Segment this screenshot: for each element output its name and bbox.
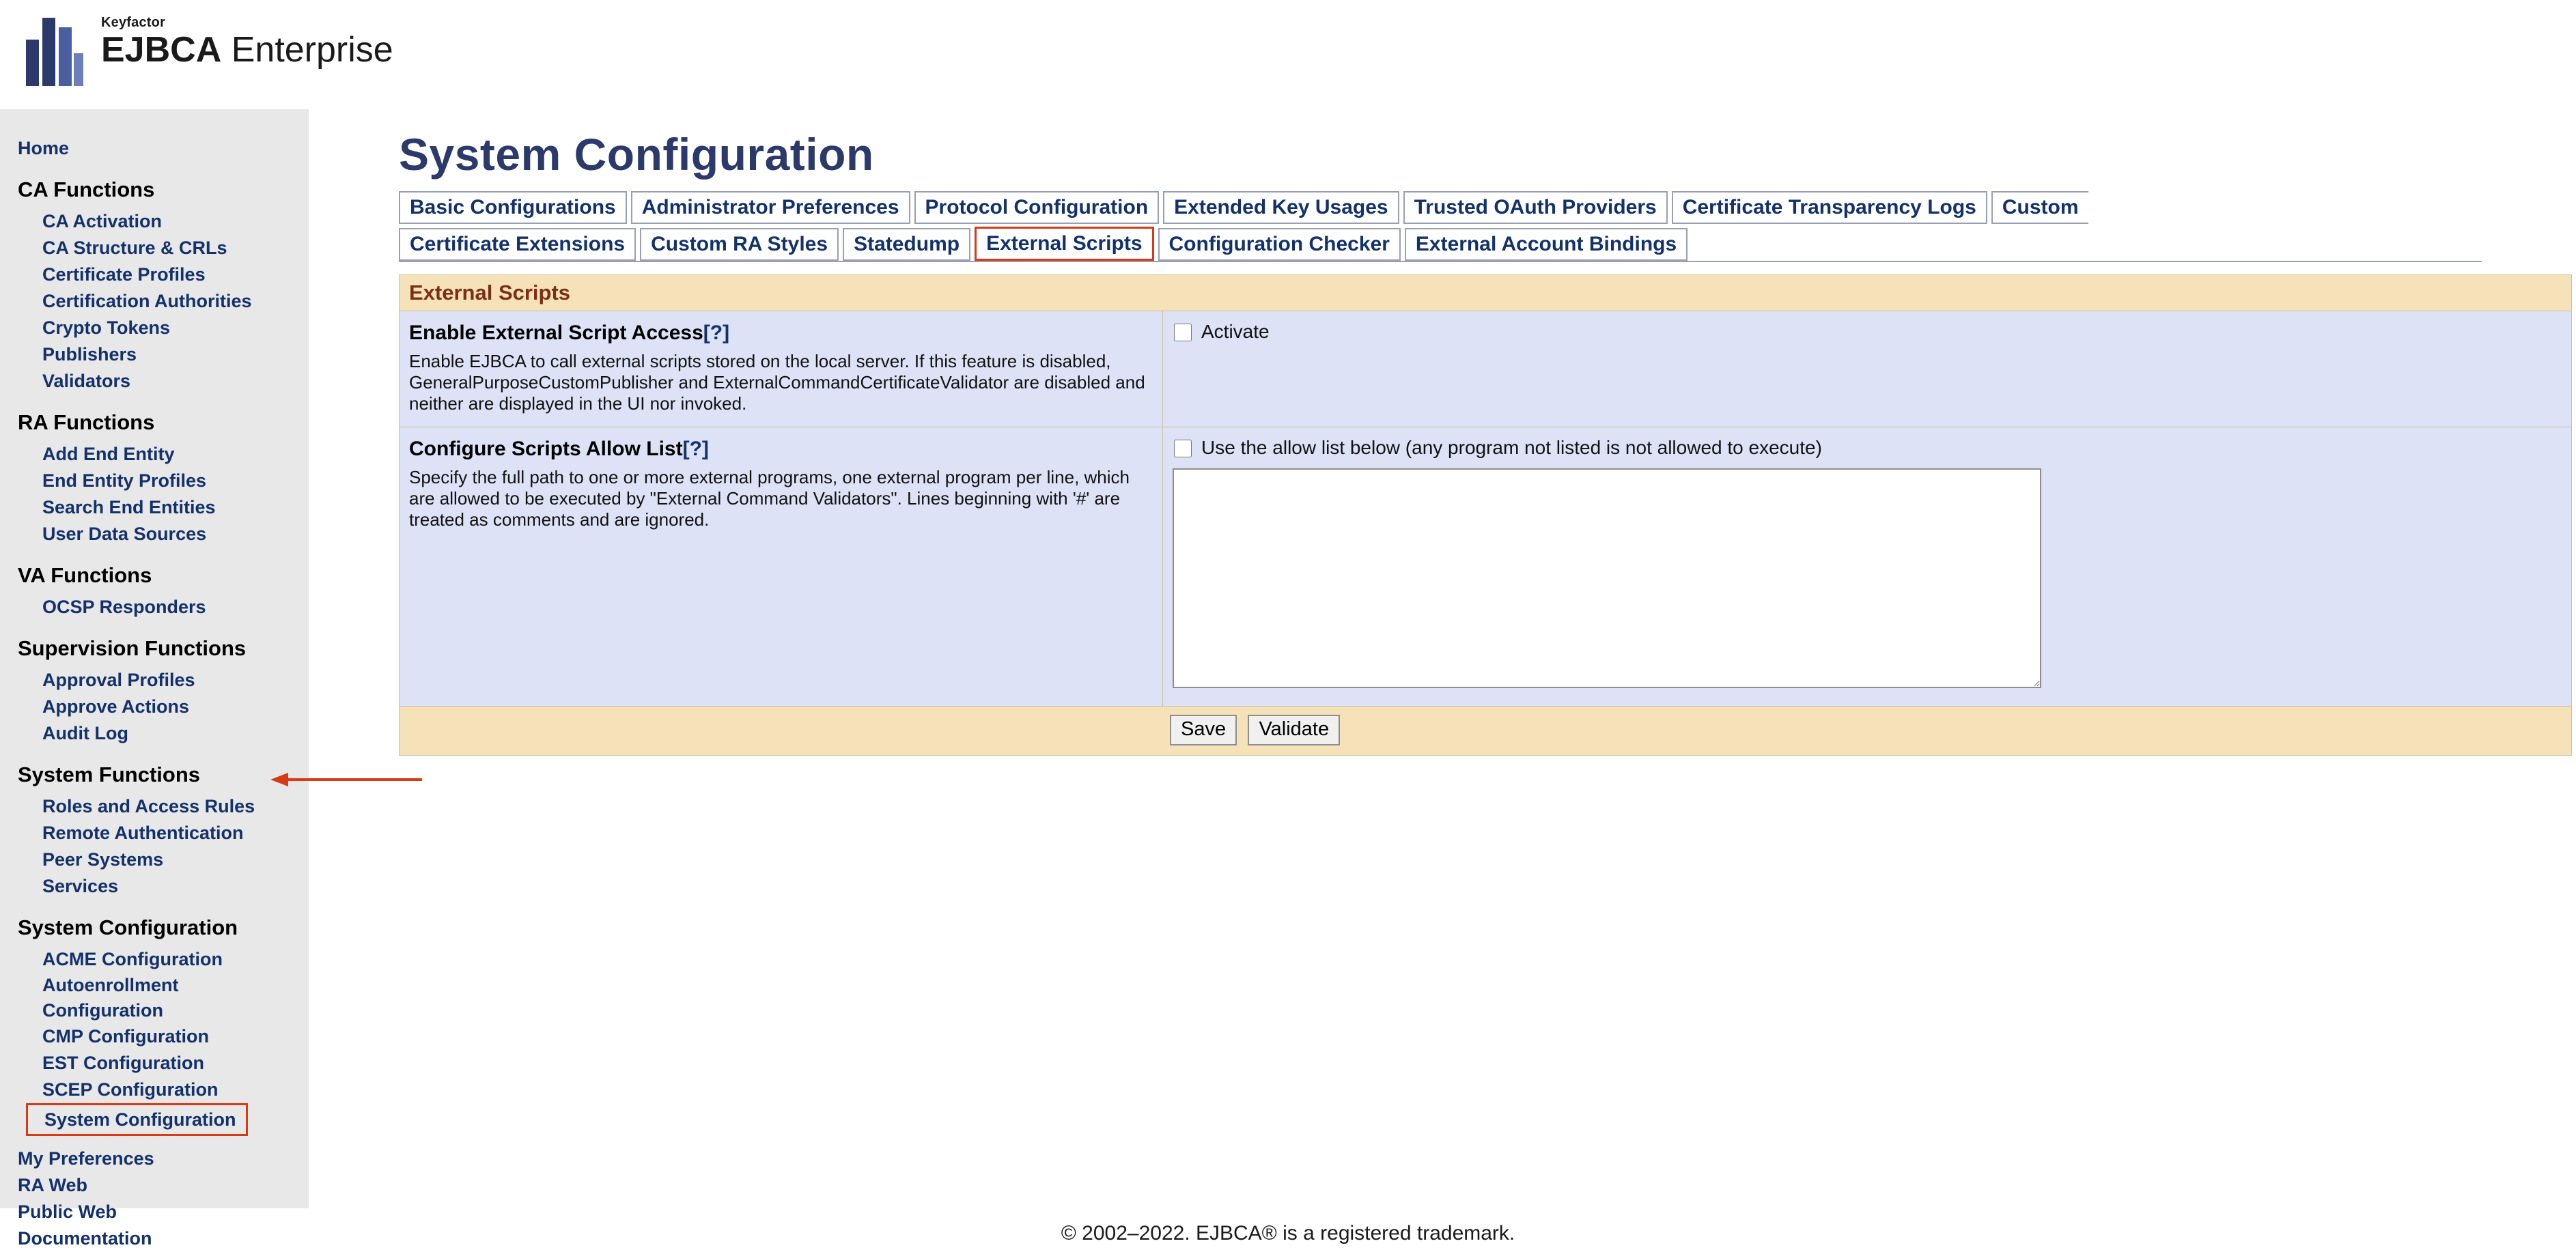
sidebar-item-home[interactable]: Home	[18, 138, 70, 158]
sidebar-item-ca-activation[interactable]: CA Activation	[42, 211, 163, 231]
row-label-cell	[400, 311, 1163, 427]
sidebar-item-ra-web[interactable]: RA Web	[18, 1175, 88, 1195]
sidebar-item-approval-profiles[interactable]: Approval Profiles	[42, 670, 195, 690]
sidebar-group-va-functions: VA Functions	[18, 563, 152, 587]
tab-certificate-transparency-logs[interactable]: Certificate Transparency Logs	[1672, 191, 1987, 224]
allow-list-textarea[interactable]	[1173, 468, 2041, 688]
sidebar	[0, 109, 309, 1249]
settings-row-configure-scripts-allow-list	[400, 427, 2571, 707]
activate-checkbox-row[interactable]	[1173, 321, 2562, 343]
setting-description: Enable EJBCA to call external scripts stored on the local server. If this feature is disabled, GeneralPurposeCustomPublisher and ExternalCommandCertificateValidator are disabled and neither are displayed in the UI nor invoked.	[409, 351, 1145, 414]
brand-edition: Enterprise	[221, 30, 393, 70]
tab-configuration-checker[interactable]: Configuration Checker	[1158, 228, 1401, 261]
use-allow-list-checkbox-row[interactable]	[1173, 437, 2562, 459]
panel-heading	[400, 275, 2571, 311]
tab-protocol-configuration[interactable]: Protocol Configuration	[914, 191, 1160, 224]
use-allow-list-checkbox[interactable]	[1174, 440, 1192, 457]
sidebar-item-ocsp-responders[interactable]: OCSP Responders	[42, 597, 206, 617]
sidebar-item-certificate-profiles[interactable]: Certificate Profiles	[42, 264, 206, 285]
main-content	[309, 109, 2576, 756]
sidebar-item-autoenrollment-configuration[interactable]: Autoenrollment Configuration	[42, 975, 179, 1021]
row-field-cell	[1163, 427, 2571, 706]
setting-description: Specify the full path to one or more external programs, one external program per line, which are allowed to be executed by "External Command Validators". Lines beginning with '#' are treated as comments and are ignored.	[409, 467, 1130, 530]
sidebar-item-audit-log[interactable]: Audit Log	[42, 723, 128, 743]
sidebar-item-peer-systems[interactable]: Peer Systems	[42, 849, 164, 870]
tab-statedump[interactable]: Statedump	[843, 228, 970, 261]
settings-row-enable-external-script-access	[400, 311, 2571, 427]
page-footer: © 2002–2022. EJBCA® is a registered trademark.	[1061, 1222, 1515, 1244]
sidebar-item-publishers[interactable]: Publishers	[42, 344, 137, 365]
sidebar-item-add-end-entity[interactable]: Add End Entity	[42, 444, 175, 464]
sidebar-item-est-configuration[interactable]: EST Configuration	[42, 1053, 204, 1073]
sidebar-item-validators[interactable]: Validators	[42, 371, 131, 391]
tab-bar	[399, 191, 2482, 262]
brand-company: Keyfactor	[101, 15, 166, 30]
help-link-icon[interactable]: [?]	[682, 438, 709, 460]
brand-product: EJBCA	[101, 30, 222, 70]
tab-administrator-preferences[interactable]: Administrator Preferences	[631, 191, 910, 224]
sidebar-item-approve-actions[interactable]: Approve Actions	[42, 696, 190, 717]
activate-checkbox[interactable]	[1174, 324, 1192, 341]
help-link-icon[interactable]: [?]	[703, 322, 730, 344]
sidebar-item-acme-configuration[interactable]: ACME Configuration	[42, 949, 223, 969]
sidebar-item-system-configuration[interactable]: System Configuration	[26, 1103, 248, 1136]
red-arrow-annotation-icon	[270, 773, 422, 786]
panel-footer-actions	[400, 707, 2571, 755]
sidebar-group-ra-functions: RA Functions	[18, 410, 155, 434]
sidebar-group-system-functions: System Functions	[18, 763, 200, 786]
sidebar-item-ca-structure-crls[interactable]: CA Structure & CRLs	[42, 238, 227, 258]
sidebar-item-certification-authorities[interactable]: Certification Authorities	[42, 291, 252, 311]
sidebar-group-ca-functions: CA Functions	[18, 177, 155, 201]
external-scripts-panel	[399, 274, 2572, 756]
tab-custom-ra-styles[interactable]: Custom RA Styles	[640, 228, 839, 261]
validate-button[interactable]: Validate	[1248, 715, 1340, 745]
sidebar-item-roles-and-access-rules[interactable]: Roles and Access Rules	[42, 796, 255, 816]
row-label-cell	[400, 427, 1163, 706]
page-title: System Configuration	[399, 129, 874, 180]
sidebar-item-cmp-configuration[interactable]: CMP Configuration	[42, 1026, 209, 1047]
sidebar-group-system-configuration: System Configuration	[18, 915, 238, 939]
tab-external-account-bindings[interactable]: External Account Bindings	[1405, 228, 1688, 261]
tab-trusted-oauth-providers[interactable]: Trusted OAuth Providers	[1403, 191, 1668, 224]
tab-basic-configurations[interactable]: Basic Configurations	[399, 191, 627, 224]
sidebar-item-my-preferences[interactable]: My Preferences	[18, 1148, 154, 1169]
setting-label: Enable External Script Access	[409, 322, 703, 344]
brand-text	[101, 15, 393, 70]
panel-heading-label: External Scripts	[409, 281, 571, 304]
tab-extended-key-usages[interactable]: Extended Key Usages	[1163, 191, 1399, 224]
sidebar-item-documentation[interactable]: Documentation	[18, 1228, 152, 1249]
sidebar-item-scep-configuration[interactable]: SCEP Configuration	[42, 1079, 219, 1100]
sidebar-item-services[interactable]: Services	[42, 876, 119, 896]
sidebar-item-user-data-sources[interactable]: User Data Sources	[42, 524, 207, 544]
row-field-cell	[1163, 311, 2571, 427]
tab-custom[interactable]: Custom	[1991, 191, 2088, 224]
tab-external-scripts[interactable]: External Scripts	[975, 227, 1153, 261]
app-header	[0, 0, 2576, 109]
sidebar-item-remote-authentication[interactable]: Remote Authentication	[42, 823, 244, 843]
sidebar-item-search-end-entities[interactable]: Search End Entities	[42, 497, 216, 517]
sidebar-item-crypto-tokens[interactable]: Crypto Tokens	[42, 317, 171, 338]
keyfactor-logo-icon	[26, 18, 83, 86]
tab-certificate-extensions[interactable]: Certificate Extensions	[399, 228, 636, 261]
use-allow-list-checkbox-label: Use the allow list below (any program not listed is not allowed to execute)	[1201, 437, 1822, 458]
save-button[interactable]: Save	[1170, 715, 1237, 745]
activate-checkbox-label: Activate	[1201, 321, 1270, 342]
sidebar-item-public-web[interactable]: Public Web	[18, 1201, 117, 1222]
sidebar-item-end-entity-profiles[interactable]: End Entity Profiles	[42, 470, 207, 491]
setting-label: Configure Scripts Allow List	[409, 438, 683, 460]
sidebar-group-supervision-functions: Supervision Functions	[18, 636, 247, 660]
